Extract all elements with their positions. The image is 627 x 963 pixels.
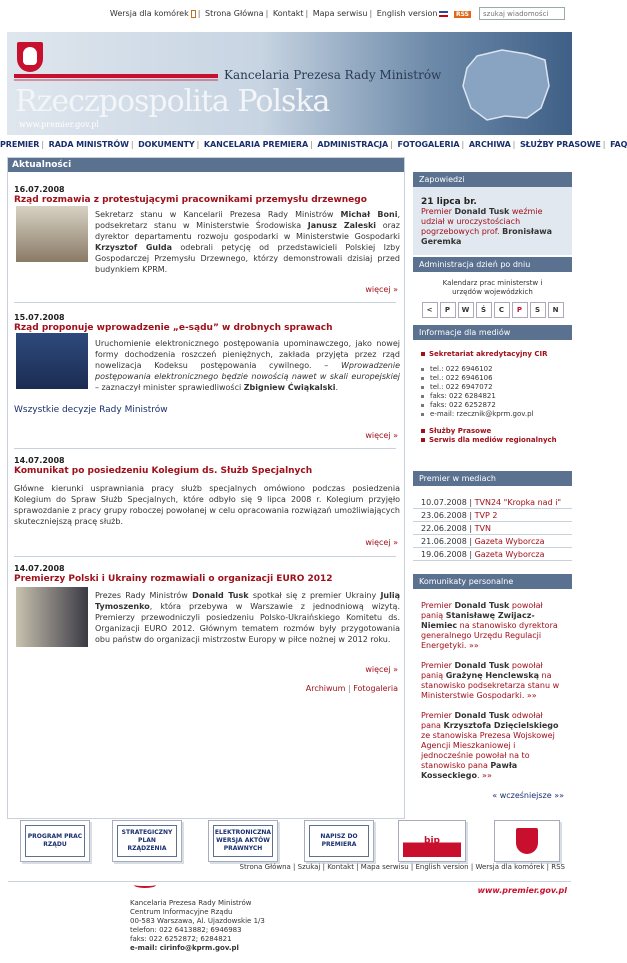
eagle-emblem-icon (17, 42, 43, 72)
article-date: 14.07.2008 (14, 564, 65, 573)
fax-line: faks: 022 6252872 (413, 401, 572, 410)
article-3 (14, 456, 396, 476)
news-header: Aktualności (8, 158, 404, 172)
phone-line: tel.: 022 6947072 (413, 383, 572, 392)
calendar-day[interactable]: Ś (476, 302, 492, 318)
home-link[interactable]: Strona Główna (205, 9, 264, 18)
eagle-emblem-icon (516, 828, 538, 854)
media-info-header: Informacje dla mediów (413, 325, 572, 340)
nav-archiwa[interactable]: ARCHIWA (468, 140, 511, 149)
footer-rss[interactable]: RSS (551, 863, 565, 871)
rss-icon[interactable]: RSS (456, 11, 469, 18)
calendar-day[interactable]: P (440, 302, 456, 318)
divider (14, 302, 396, 303)
archive-links: Archiwum | Fotogaleria (305, 684, 398, 693)
media-row[interactable]: 19.06.2008 | Gazeta Wyborcza (413, 548, 572, 561)
article-4 (14, 564, 396, 584)
nav-faq[interactable]: FAQ (610, 140, 627, 149)
more-link[interactable]: więcej » (365, 285, 398, 294)
banner-write-premier[interactable]: NAPISZ DO PREMIERA (304, 820, 374, 862)
nav-fotogaleria[interactable]: FOTOGALERIA (397, 140, 460, 149)
footer-contact[interactable]: Kontakt (327, 863, 354, 871)
nav-premier[interactable]: PREMIER (0, 140, 40, 149)
article-date: 15.07.2008 (14, 313, 65, 322)
more-link[interactable]: więcej » (365, 538, 398, 547)
red-stripe-thin (14, 79, 218, 81)
admin-calendar-header: Administracja dzień po dniu (413, 257, 572, 272)
more-link[interactable]: więcej » (365, 665, 398, 674)
announcement-text[interactable]: Premier Donald Tusk weźmie udział w uroczystościach pogrzebowych prof. Bronisława Geremka (421, 207, 553, 246)
accreditation-link[interactable]: Sekretariat akredytacyjny CIR (413, 350, 572, 359)
calendar-prev[interactable]: < (422, 302, 438, 318)
email-line[interactable]: e-mail: rzecznik@kprm.gov.pl (413, 410, 572, 419)
phone-line: tel.: 022 6946102 (413, 365, 572, 374)
all-decisions-link[interactable]: Wszystkie decyzje Rady Ministrów (14, 405, 168, 415)
nav-kancelaria[interactable]: KANCELARIA PREMIERA (203, 140, 309, 149)
article-photo[interactable] (16, 333, 88, 389)
article-text: Główne kierunki usprawniania pracy służb specjalnych omówiono podczas posiedzenia Kolegium do Spraw Służb Specjalnych, które odbyło się 9 lipca 2008 r. Kolegium przyjęło sprawozdanie z pracy grupy roboczej powołanej w celu opracowania rozwiązań umożliwiających skuteczniejszą pracę służb. (14, 484, 400, 526)
media-row[interactable]: 10.07.2008 | TVN24 "Kropka nad i" (413, 496, 572, 509)
bottom-banners (14, 820, 569, 862)
site-title: Rzeczpospolita Polska (15, 84, 330, 119)
mobile-link[interactable]: Wersja dla komórek (109, 9, 189, 18)
fax-line: faks: 022 6284821 (413, 392, 572, 401)
banner-legal-acts[interactable]: ELEKTRONICZNA WERSJA AKTÓW PRAWNYCH (208, 820, 278, 862)
earlier-link[interactable]: « wcześniejsze »» (492, 791, 564, 800)
footer-search[interactable]: Szukaj (297, 863, 321, 871)
banner-emblem[interactable] (494, 820, 560, 862)
footer-mobile[interactable]: Wersja dla komórek (475, 863, 545, 871)
english-link[interactable]: English version (376, 9, 438, 18)
announcement-date: 21 lipca br. (421, 197, 477, 207)
footer-nav: Strona Główna | Szukaj | Kontakt | Mapa serwisu | English version | Wersja dla komórek | RSS (239, 863, 565, 871)
personnel-item[interactable]: Premier Donald Tusk powołał panią Stanisławę Zwijacz-Niemiec na stanowisko dyrektora generalnego Urzędu Regulacji Energetyki. »» (421, 601, 558, 650)
personnel-box (413, 574, 572, 801)
footer-url[interactable]: www.premier.gov.pl (477, 886, 567, 895)
site-url: www.premier.gov.pl (19, 120, 99, 129)
calendar-days (413, 302, 572, 318)
calendar-text: Kalendarz prac ministerstw i urzędów wojewódzkich (442, 279, 543, 296)
office-name: Kancelaria Prezesa Rady Ministrów (224, 68, 442, 82)
article-date: 14.07.2008 (14, 456, 65, 465)
divider (14, 448, 396, 449)
nav-sluzby[interactable]: SŁUŻBY PRASOWE (519, 140, 601, 149)
article-title[interactable]: Premierzy Polski i Ukrainy rozmawiali o organizacji EURO 2012 (14, 574, 333, 584)
media-row[interactable]: 22.06.2008 | TVN (413, 522, 572, 535)
top-links: Wersja dla komórek | Strona Główna | Kontakt | Mapa serwisu | English version RSS (109, 9, 469, 18)
main-nav: PREMIER | RADA MINISTRÓW | DOKUMENTY | KANCELARIA PREMIERA | ADMINISTRACJA | FOTOGALERIA | ARCHIWA | SŁUŻBY PRASOWE | FAQ (0, 140, 627, 149)
contact-link[interactable]: Kontakt (272, 9, 304, 18)
more-link[interactable]: więcej » (365, 431, 398, 440)
banner-bip[interactable]: bip (398, 820, 466, 862)
premier-in-media-box (413, 471, 572, 561)
search-input[interactable] (479, 7, 565, 20)
banner-program[interactable]: PROGRAM PRAC RZĄDU (20, 820, 90, 862)
announcements-box (413, 172, 572, 255)
regional-media-link[interactable]: Serwis dla mediów regionalnych (413, 436, 572, 445)
nav-administracja[interactable]: ADMINISTRACJA (317, 140, 389, 149)
article-text: Prezes Rady Ministrów Donald Tusk spotkał się z premier Ukrainy Julią Tymoszenko, która przebywa w Warszawie z jednodniową wizytą. Premierzy przewodniczyli posiedzeniu Polsko-Ukraińskiego Komitetu ds. Organizacji EURO 2012. Głównym tematem rozmów były przygotowania obu państw do organizacji mistrzostw Europy w piłce nożnej w 2012 roku. (95, 591, 401, 644)
premier-in-media-header: Premier w mediach (413, 471, 572, 486)
article-2 (14, 313, 396, 333)
article-date: 16.07.2008 (14, 185, 65, 194)
article-1 (14, 185, 396, 205)
red-stripe (14, 74, 218, 78)
phone-line: tel.: 022 6946106 (413, 374, 572, 383)
media-info-box (413, 325, 572, 452)
footer-english[interactable]: English version (415, 863, 469, 871)
article-title[interactable]: Rząd rozmawia z protestującymi pracownikami przemysłu drzewnego (14, 195, 367, 205)
article-text: Uruchomienie elektronicznego postępowania upominawczego, jako nowej formy dochodzenia roszczeń pieniężnych, zakłada przyjęta przez rząd nowelizacja Kodeksu postępowania cywilnego. – Wprowadzenie postępowania elektronicznego będzie nowością nawet w skali europejskiej – zaznaczył minister sprawiedliwości Zbigniew Ćwiąkalski. (95, 339, 400, 392)
divider (14, 556, 396, 557)
calendar-day[interactable]: S (530, 302, 546, 318)
announcements-header: Zapowiedzi (413, 172, 572, 187)
footer-sitemap[interactable]: Mapa serwisu (360, 863, 409, 871)
sitemap-link[interactable]: Mapa serwisu (312, 9, 368, 18)
poland-map-icon (457, 46, 552, 124)
article-photo[interactable] (16, 206, 88, 262)
swirl-icon (134, 882, 156, 888)
calendar-day[interactable]: C (494, 302, 510, 318)
news-panel (7, 157, 405, 819)
personnel-header: Komunikaty personalne (413, 574, 572, 589)
nav-rada[interactable]: RADA MINISTRÓW (48, 140, 129, 149)
uk-flag-icon (439, 11, 448, 17)
nav-dokumenty[interactable]: DOKUMENTY (138, 140, 195, 149)
calendar-day[interactable]: N (548, 302, 564, 318)
article-text: Sekretarz stanu w Kancelarii Prezesa Rady Ministrów Michał Boni, podsekretarz stanu w Ministerstwie Środowiska Janusz Zaleski oraz dyrektor departamentu rozwoju gospodarki w Ministerstwie Gospodarki Krzysztof Gulda odebrali petycję od przedstawicieli Polskiej Izby Gospodarczej Przemysłu Drzewnego, którzy demonstrowali dzisiaj przed budynkiem KPRM. (95, 210, 400, 274)
personnel-item[interactable]: Premier Donald Tusk powołał panią Grażynę Henclewską na stanowisko podsekretarza stanu w Ministerstwie Gospodarki. »» (421, 661, 560, 700)
personnel-item[interactable]: Premier Donald Tusk odwołał pana Krzysztofa Dzięcielskiego ze stanowiska Prezesa Wojskowej Agencji Mieszkaniowej i jednocześnie powołał na to stanowisko pana Pawła Kosseckiego. »» (421, 711, 559, 780)
footer-home[interactable]: Strona Główna (239, 863, 291, 871)
top-bar (0, 6, 579, 22)
header-banner (7, 32, 572, 135)
calendar-day-today[interactable]: P (512, 302, 528, 318)
banner-strategic-plan[interactable]: STRATEGICZNY PLAN RZĄDZENIA (112, 820, 182, 862)
article-title[interactable]: Komunikat po posiedzeniu Kolegium ds. Służb Specjalnych (14, 466, 313, 476)
gallery-link[interactable]: Fotogaleria (353, 684, 398, 693)
footer-address: Kancelaria Prezesa Rady Ministrów Centrum Informacyjne Rządu 00-583 Warszawa, Al. Ujazdowskie 1/3 telefon: 022 6413882; 6946983 faks: 022 6252872; 6284821 e-mail: cirinfo@kprm.gov.pl (130, 899, 265, 952)
media-row[interactable]: 23.06.2008 | TVP 2 (413, 509, 572, 522)
archive-link[interactable]: Archiwum (305, 684, 346, 693)
footer-divider (8, 881, 571, 882)
calendar-day[interactable]: W (458, 302, 474, 318)
press-services-link[interactable]: Służby Prasowe (413, 427, 572, 436)
media-row[interactable]: 21.06.2008 | Gazeta Wyborcza (413, 535, 572, 548)
article-title[interactable]: Rząd proponuje wprowadzenie „e-sądu” w drobnych sprawach (14, 323, 333, 333)
phone-icon (191, 10, 196, 18)
article-photo[interactable] (16, 587, 88, 647)
